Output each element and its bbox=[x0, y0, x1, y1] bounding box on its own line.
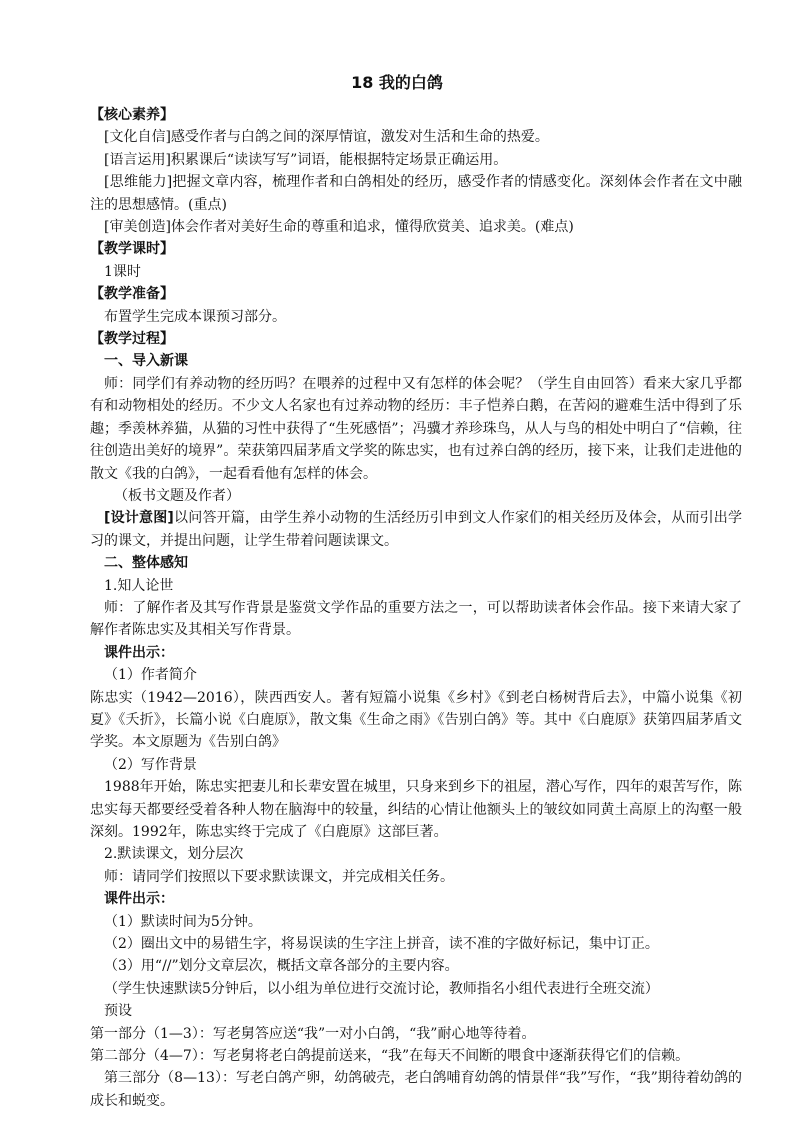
paragraph: 第三部分（8—13）：写老白鸽产卵，幼鸽破壳，老白鸽哺育幼鸽的情景伴“我”写作，“我”期待着幼鸽的成长和蜕变。 bbox=[90, 1070, 742, 1109]
page-title: 18 我的白鸽 bbox=[351, 73, 443, 92]
document-body bbox=[90, 104, 742, 1112]
paragraph: 布置学生完成本课预习部分。 bbox=[104, 308, 286, 325]
courseware-label: 课件出示： bbox=[104, 891, 174, 908]
paragraph: [思维能力]把握文章内容，梳理作者和白鸽相处的经历，感受作者的情感变化。深刻体会作者在文中融注的思想感情。(重点) bbox=[90, 174, 742, 213]
paragraph: 陈忠实（1942—2016），陕西西安人。著有短篇小说集《乡村》《到老白杨树背后去》，中篇小说集《初夏》《夭折》，长篇小说《白鹿原》，散文集《生命之雨》《告别白鸽》等。其中《白鹿原》获第四届茅盾文学奖。本文原题为《告别白鸽》 bbox=[90, 689, 742, 751]
paragraph: [文化自信]感受作者与白鸽之间的深厚情谊，激发对生活和生命的热爱。 bbox=[104, 129, 549, 146]
paragraph: [语言运用]积累课后“读读写写”词语，能根据特定场景正确运用。 bbox=[104, 151, 508, 168]
subheading-introduction: 一、导入新课 bbox=[104, 353, 188, 370]
design-intent-text: 以问答开篇，由学生养小动物的生活经历引申到文人作家们的相关经历及体会，从而引出学习的课文，并提出问题，让学生带着问题读课文。 bbox=[90, 510, 743, 549]
paragraph: 1.知人论世 bbox=[104, 577, 174, 594]
section-heading-core-literacy: 【核心素养】 bbox=[90, 107, 174, 123]
paragraph: 1课时 bbox=[104, 263, 141, 280]
paragraph: 第一部分（1—3）：写老舅答应送“我”一对小白鸽，“我”耐心地等待着。 bbox=[90, 1025, 536, 1042]
paragraph: [审美创造]体会作者对美好生命的尊重和追求，懂得欣赏美、追求美。(难点) bbox=[104, 219, 574, 236]
paragraph: 第二部分（4—7）：写老舅将老白鸽提前送来，“我”在每天不间断的喂食中逐渐获得它们的信赖。 bbox=[90, 1048, 690, 1065]
paragraph: （2）圈出文中的易错生字，将易误读的生字注上拼音，读不准的字做好标记，集中订正。 bbox=[104, 936, 659, 953]
paragraph: （1）作者简介 bbox=[104, 667, 197, 684]
section-heading-class-hours: 【教学课时】 bbox=[90, 241, 174, 258]
subheading-overall-perception: 二、整体感知 bbox=[104, 555, 188, 572]
section-heading-process: 【教学过程】 bbox=[90, 331, 174, 348]
paragraph: 师：同学们有养动物的经历吗？在喂养的过程中又有怎样的体会呢？（学生自由回答）看来大家几乎都有和动物相处的经历。不少文人名家也有过养动物的经历：丰子恺养白鹅，在苦闷的避难生活中得到了乐趣；季羡林养猫，从猫的习性中获得了“生死感悟”；冯骥才养珍珠鸟，从人与鸟的相处中明白了“信赖，往往创造出美好的境界”。荣获第四届茅盾文学奖的陈忠实，也有过养白鸽的经历，接下来，让我们走进他的散文《我的白鸽》，一起看看他有怎样的体会。 bbox=[90, 375, 742, 482]
paragraph: （2）写作背景 bbox=[104, 756, 197, 773]
paragraph: （1）默读时间为5分钟。 bbox=[104, 913, 262, 930]
section-heading-preparation: 【教学准备】 bbox=[90, 286, 174, 303]
paragraph: （板书文题及作者） bbox=[114, 487, 240, 504]
paragraph: 预设 bbox=[104, 1003, 132, 1020]
paragraph: （3）用“//”划分文章层次，概括文章各部分的主要内容。 bbox=[104, 958, 459, 975]
paragraph: 2.默读课文，划分层次 bbox=[104, 846, 244, 863]
paragraph: 师：请同学们按照以下要求默读课文，并完成相关任务。 bbox=[104, 868, 454, 885]
design-intent-paragraph bbox=[90, 507, 742, 552]
paragraph: 师：了解作者及其写作背景是鉴赏文学作品的重要方法之一，可以帮助读者体会作品。接下来请大家了解作者陈忠实及其相关写作背景。 bbox=[90, 599, 742, 639]
paragraph: （学生快速默读5分钟后，以小组为单位进行交流讨论，教师指名小组代表进行全班交流） bbox=[104, 980, 659, 997]
design-intent-label: [设计意图] bbox=[104, 510, 174, 527]
paragraph: 1988年开始，陈忠实把妻儿和长辈安置在城里，只身来到乡下的祖屋，潜心写作，四年的艰苦写作，陈忠实每天都要经受着各种人物在脑海中的较量，纠结的心情让他额头上的皱纹如同黄土高原上的沟壑一般深刻。1992年，陈忠实终于完成了《白鹿原》这部巨著。 bbox=[90, 779, 742, 840]
courseware-label: 课件出示： bbox=[104, 644, 174, 661]
